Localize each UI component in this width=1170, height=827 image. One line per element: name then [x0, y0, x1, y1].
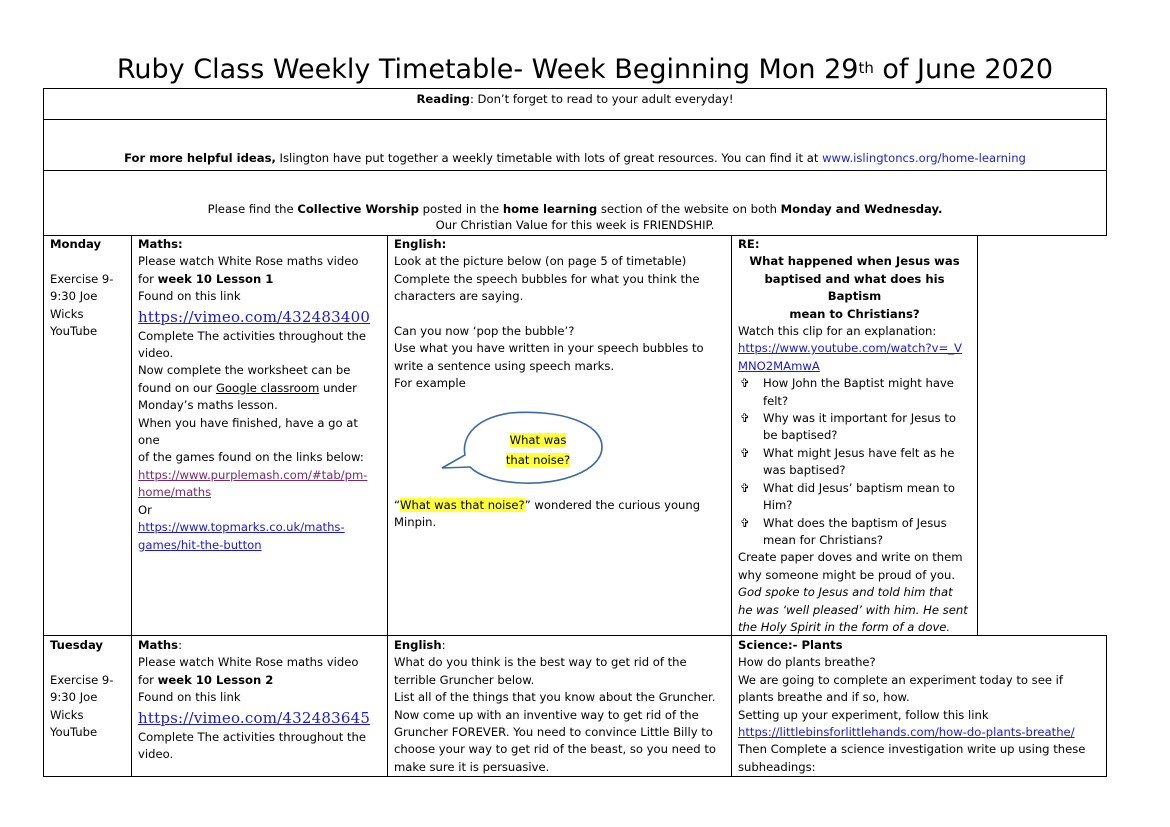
tuesday-english-cell: English: What do you think is the best way to get rid of the terrible Gruncher below. List all of the things that you know about the Gruncher. Now come up with an inventive way to get rid of the Gruncher FOREVER. You need to convince Little Billy to choose your way to get rid of the beast, so you need to make sure it is persuasive.: [394, 638, 716, 774]
monday-re-cell: RE: What happened when Jesus was baptised and what does his Baptism mean to Christians? Watch this clip for an explanation: https://www.youtube.com/watch?v=_V MNO2MAmwA ✞ How John the Baptist might have felt? ✞ Why was it important for Jesus to be baptised? ✞ What might Jesus have felt as he was baptised? ✞ What did Jesus’ baptism mean to Him? ✞ What does the baptism of Jesus mean for Christians? Create paper doves and write on them why someone might be proud of you. God spoke to Jesus and told him that he was ‘well pleased’ with him. He sent the Holy Spirit in the form of a dove.: [732, 236, 977, 636]
monday-english-example: “What was that noise?” wondered the curious young Minpin.: [394, 498, 701, 530]
youtube-link[interactable]: https://www.youtube.com/watch?v=_V MNO2MAmwA: [738, 341, 962, 373]
purplemash-link[interactable]: https://www.purplemash.com/#tab/pm- home/maths: [138, 467, 368, 500]
re-bullet: ✞ What might Jesus have felt as he was baptised?: [740, 445, 955, 478]
cross-icon: ✞: [740, 445, 750, 460]
cross-icon: ✞: [740, 376, 750, 391]
vimeo-link-lesson-1[interactable]: https://vimeo.com/432483400: [138, 307, 371, 326]
littlebins-link[interactable]: https://littlebinsforlittlehands.com/how-do-plants-breathe/: [738, 725, 1075, 740]
ideas-row: For more helpful ideas, Islington have put together a weekly timetable with lots of great resources. You can find it at www.islingtoncs.org/home-learning: [43, 119, 1107, 171]
worship-row: Please find the Collective Worship posted in the home learning section of the website on both Monday and Wednesday. Our Christian Value for this week is FRIENDSHIP.: [43, 170, 1107, 236]
re-bullet: ✞ What did Jesus’ baptism mean to Him?: [740, 480, 955, 513]
monday-english-cell: English: Look at the picture below (on page 5 of timetable) Complete the speech bubbles for what you think the characters are saying. Can you now ‘pop the bubble’? Use what you have written in your speech bubbles to write a sentence using speech marks. For example: [394, 237, 704, 391]
cross-icon: ✞: [740, 480, 750, 495]
monday-maths-cell: Maths: Please watch White Rose maths video for week 10 Lesson 1 Found on this link https://vimeo.com/432483400 Complete The activities throughout the video. Now complete the worksheet can be found on our Google classroom under Monday’s maths lesson. When you have finished, have a go at one of the games found on the links below: https://www.purplemash.com/#tab/pm- home/maths Or https://www.topmarks.co.uk/maths- games/hit-the-button: [138, 237, 371, 552]
monday-day-cell: Monday Exercise 9- 9:30 Joe Wicks YouTube: [50, 237, 114, 339]
re-bullet: ✞ Why was it important for Jesus to be baptised?: [740, 411, 957, 443]
topmarks-link[interactable]: https://www.topmarks.co.uk/maths- games/hit-the-button: [138, 520, 345, 552]
vimeo-link-lesson-2[interactable]: https://vimeo.com/432483645: [138, 708, 371, 727]
re-bullet: ✞ What does the baptism of Jesus mean for Christians?: [740, 515, 947, 547]
speech-bubble-text: What was that noise?: [505, 433, 571, 467]
page-title: Ruby Class Weekly Timetable- Week Beginning Mon 29th of June 2020: [116, 54, 1054, 85]
islington-link[interactable]: www.islingtoncs.org/home-learning: [822, 151, 1026, 165]
tuesday-science-cell: Science:- Plants How do plants breathe? We are going to complete an experiment today to see if plants breathe and if so, how. Setting up your experiment, follow this link https://littlebinsforlittlehands.com/how-do-plants-breathe/ Then Complete a science investigation write up using these subheadings:: [738, 638, 1086, 774]
re-bullet: ✞ How John the Baptist might have felt?: [740, 376, 954, 408]
cross-icon: ✞: [740, 411, 750, 426]
google-classroom-link[interactable]: Google classroom: [215, 380, 320, 395]
cross-icon: ✞: [740, 515, 750, 530]
tuesday-maths-cell: Maths: Please watch White Rose maths video for week 10 Lesson 2 Found on this link https://vimeo.com/432483645 Complete The activities throughout the video.: [138, 638, 371, 762]
tuesday-day-cell: Tuesday Exercise 9- 9:30 Joe Wicks YouTube: [50, 638, 114, 740]
reading-row: Reading: Don’t forget to read to your adult everyday!: [43, 88, 1107, 120]
